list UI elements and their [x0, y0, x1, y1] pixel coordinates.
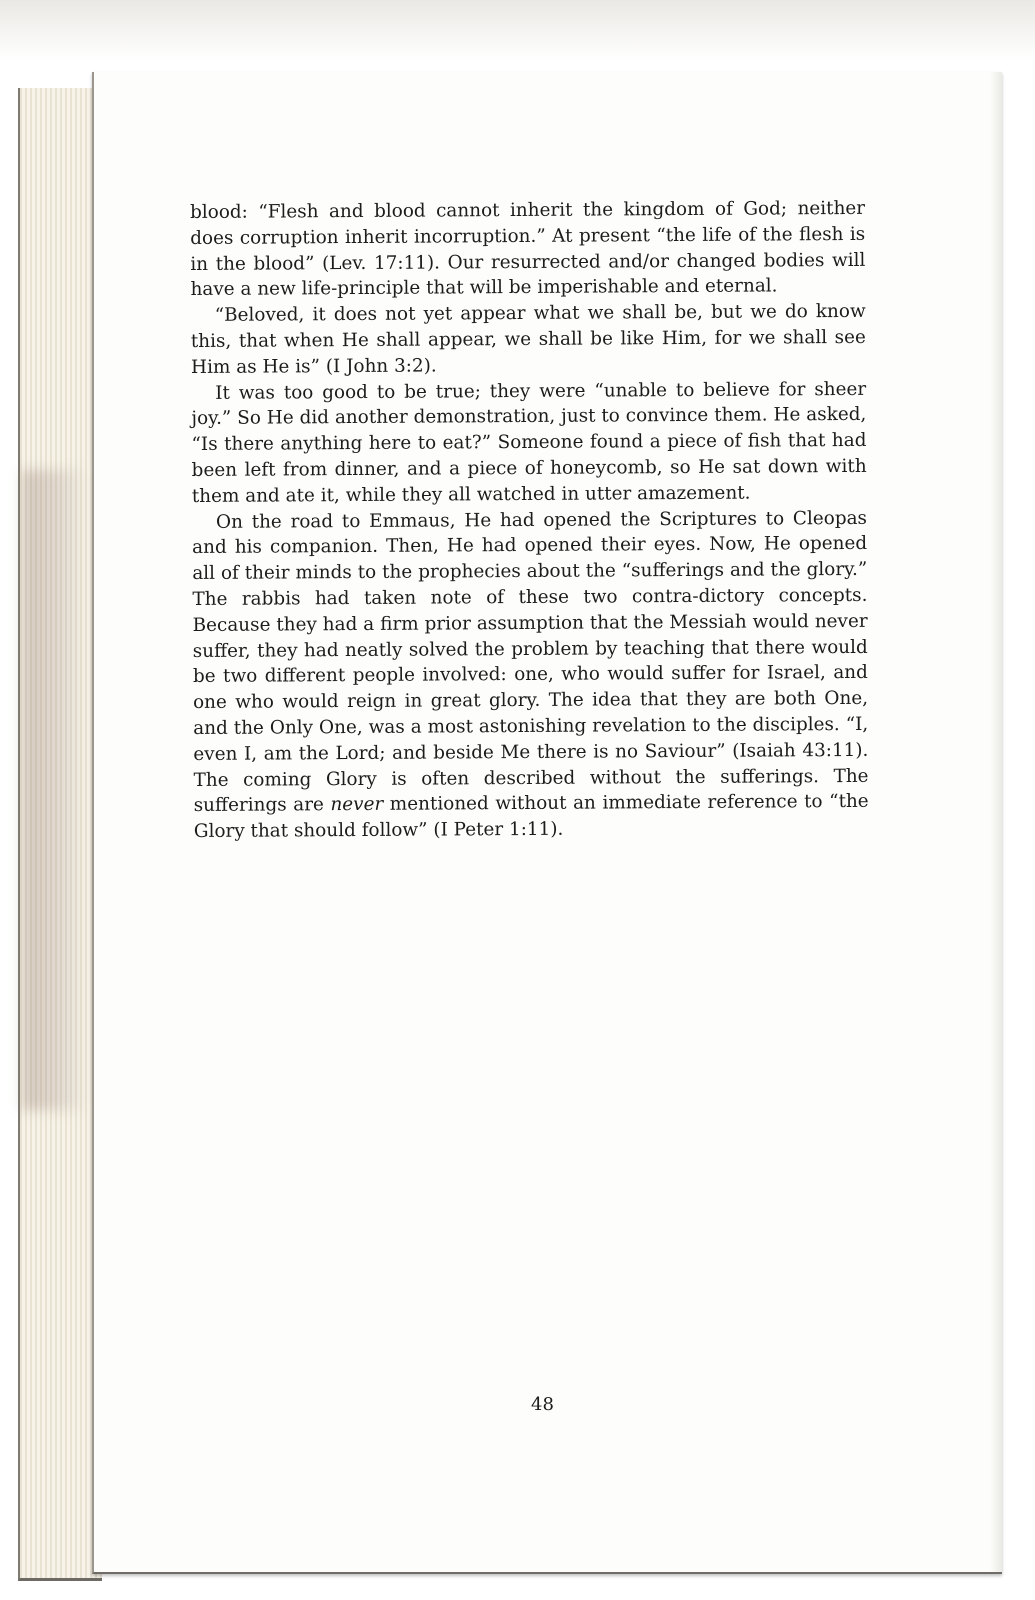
paragraph-4-text-a: On the road to Emmaus, He had opened the Scriptures to Cleopas and his companion. Then, He had opened their eyes. Now, He opened all of their minds to the prophecies about the “sufferings and the glory.” The rabbis had taken note of these two contra-dictory concepts. Because they had a firm prior assumption that the Messiah would never suffer, they had neatly solved the problem by teaching that there would be two different people involved: one, who would suffer for Israel, and one who would reign in great glory. The idea that they are both One, and the Only One, was a most astonishing revelation to the disciples. “I, even I, am the Lord; and beside Me there is no Saviour” (Isaiah 43:11). The coming Glory is often described without the sufferings. The sufferings are [192, 507, 869, 817]
book-page [92, 72, 1002, 1574]
paragraph-3: It was too good to be true; they were “unable to believe for sheer joy.” So He did another demonstration, just to convince them. He asked, “Is there anything here to eat?” Someone found a piece of fish that had been left from dinner, and a piece of honeycomb, so He sat down with them and ate it, while they all watched in utter amazement. [191, 378, 867, 507]
emphasis-word: never [330, 794, 384, 816]
scan-top-shadow [0, 0, 1035, 60]
page-edge-stain [22, 470, 88, 1110]
page-right-edge [990, 72, 1002, 1572]
body-text [190, 196, 869, 845]
paragraph-1: blood: “Flesh and blood cannot inherit the kingdom of God; neither does corruption inherit incorruption.” At present “the life of the flesh is in the blood” (Lev. 17:11). Our resurrected and/or changed bodies will have a new life-principle that will be imperishable and eternal. [190, 197, 866, 301]
paragraph-2: “Beloved, it does not yet appear what we shall be, but we do know this, that when He shall appear, we shall be like Him, for we shall see Him as He is” (I John 3:2). [190, 301, 866, 378]
paragraph-4-text-b: mentioned without an immediate reference to “the Glory that should follow” (I Peter 1:11). [193, 791, 869, 843]
page-number: 48 [531, 1394, 554, 1415]
paragraph-4 [192, 505, 869, 844]
